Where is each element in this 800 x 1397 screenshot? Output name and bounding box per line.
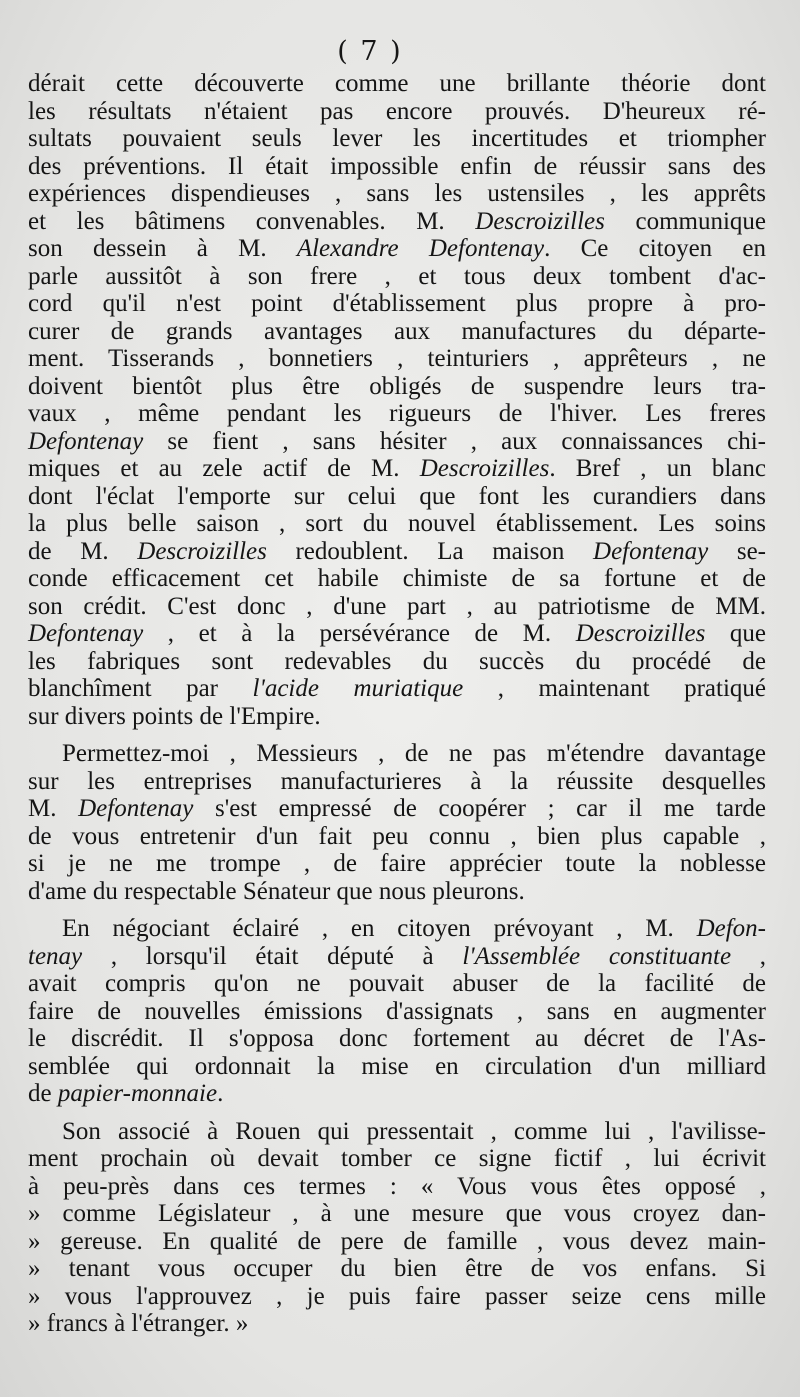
text-segment: Son associé à Rouen qui pressentait , comme lui , l'avilisse-	[62, 1117, 766, 1145]
page-number: ( 7 )	[337, 36, 403, 67]
italic-text: Alexandre Defontenay	[296, 235, 545, 262]
text-segment: » vous l'approuvez , je puis faire passer seize cens mille	[28, 1282, 766, 1310]
text-line	[28, 373, 766, 401]
text-line	[28, 768, 766, 796]
text-line	[28, 153, 766, 181]
text-line	[28, 180, 766, 208]
text-segment: miques et au zele actif de M.	[28, 455, 420, 482]
text-line	[28, 538, 766, 566]
text-line	[28, 648, 766, 676]
text-line	[28, 1283, 766, 1311]
text-line	[28, 1255, 766, 1283]
text-line	[28, 593, 766, 621]
text-line	[28, 675, 766, 703]
text-segment: , maintenant pratiqué	[463, 675, 766, 702]
text-segment: . Ce citoyen en	[544, 235, 767, 262]
text-segment: de	[28, 1080, 58, 1107]
italic-text: Defontenay	[593, 537, 709, 565]
text-segment: la plus belle saison , sort du nouvel établissement. Les soins	[28, 510, 766, 537]
text-segment: » gereuse. En qualité de pere de famille , vous devez main-	[28, 1227, 766, 1255]
text-segment: dont l'éclat l'emporte sur celui que font les curandiers dans	[28, 482, 766, 510]
text-segment: le discrédit. Il s'opposa donc fortement au décret de l'As-	[28, 1025, 766, 1052]
italic-text: Descroizilles	[575, 620, 706, 647]
text-segment: doivent bientôt plus être obligés de suspendre leurs tra-	[28, 372, 766, 400]
text-line	[28, 998, 766, 1026]
text-line	[28, 915, 766, 943]
text-segment: En négociant éclairé , en citoyen prévoyant , M.	[62, 915, 697, 942]
italic-text: Defontenay	[28, 427, 144, 455]
text-line	[28, 345, 766, 373]
text-segment: . Bref , un blanc	[549, 455, 767, 482]
text-line	[28, 263, 766, 291]
italic-text: Defontenay	[78, 795, 194, 822]
text-line	[28, 1118, 766, 1146]
italic-text: papier-monnaie	[57, 1080, 218, 1107]
text-segment: faire de nouvelles émissions d'assignats , sans en augmenter	[28, 997, 766, 1025]
text-line	[28, 740, 766, 768]
text-segment: son crédit. C'est donc , d'une part , au patriotisme de MM.	[28, 592, 766, 620]
text-segment: » tenant vous occuper du bien être de vos enfans. Si	[28, 1255, 766, 1282]
text-segment: des préventions. Il était impossible enfin de réussir sans des	[28, 152, 766, 180]
text-line	[28, 1200, 766, 1228]
body-text	[28, 70, 766, 1338]
text-segment: M.	[28, 795, 79, 822]
text-line	[28, 1173, 766, 1201]
text-segment: se-	[708, 537, 766, 565]
italic-text: Defontenay	[28, 620, 144, 647]
text-segment: » francs à l'étranger. »	[28, 1310, 249, 1337]
text-segment: avait compris qu'on ne pouvait abuser de la facilité de	[28, 970, 766, 997]
text-segment: » comme Législateur , à une mesure que vous croyez dan-	[28, 1200, 766, 1227]
text-line	[28, 208, 766, 236]
text-line	[28, 1310, 766, 1338]
text-segment: sur les entreprises manufacturieres à la réussite desquelles	[28, 767, 766, 795]
text-segment: si je ne me trompe , de faire apprécier toute la noblesse	[28, 850, 766, 877]
text-segment: , et à la persévérance de M.	[143, 620, 576, 647]
text-line	[28, 235, 766, 263]
paragraph	[28, 915, 766, 1108]
text-line	[28, 850, 766, 878]
text-segment: vaux , même pendant les rigueurs de l'hiver. Les freres	[28, 400, 766, 427]
text-segment: communique	[604, 207, 766, 235]
text-line	[28, 823, 766, 851]
text-line	[28, 125, 766, 153]
text-segment: sultats pouvaient seuls lever les incertitudes et triompher	[28, 125, 766, 152]
text-segment: cord qu'il n'est point d'établissement plus propre à pro-	[28, 290, 766, 317]
text-line	[28, 795, 766, 823]
text-segment: , lorsqu'il était député à	[82, 942, 463, 970]
paragraph	[28, 740, 766, 905]
text-line	[28, 318, 766, 346]
text-line	[28, 943, 766, 971]
text-line	[28, 1145, 766, 1173]
text-line	[28, 1080, 766, 1108]
text-line	[28, 510, 766, 538]
italic-text: Defon-	[696, 915, 766, 942]
text-line	[28, 1053, 766, 1081]
text-segment: et les bâtimens convenables. M.	[28, 207, 476, 235]
italic-text: l'acide muriatique	[252, 675, 464, 702]
paragraph	[28, 70, 766, 730]
text-segment: se fient , sans hésiter , aux connaissances chi-	[143, 427, 766, 455]
text-line	[28, 703, 766, 731]
text-line	[28, 878, 766, 906]
italic-text: Descroizilles	[137, 537, 267, 565]
text-segment: parle aussitôt à son frere , et tous deux tombent d'ac-	[28, 262, 766, 290]
text-segment: à peu-près dans ces termes : « Vous vous êtes opposé ,	[28, 1172, 766, 1200]
text-line	[28, 70, 766, 98]
text-segment: expériences dispendieuses , sans les ustensiles , les apprêts	[28, 180, 766, 207]
text-segment: sur divers points de l'Empire.	[28, 702, 321, 730]
text-line	[28, 565, 766, 593]
text-line	[28, 98, 766, 126]
text-segment: ,	[731, 942, 767, 970]
italic-text: tenay	[28, 942, 83, 970]
text-line	[28, 970, 766, 998]
text-segment: Permettez-moi , Messieurs , de ne pas m'étendre davantage	[62, 740, 766, 767]
text-segment: dérait cette découverte comme une brillante théorie dont	[28, 70, 766, 97]
text-line	[28, 1025, 766, 1053]
text-line	[28, 400, 766, 428]
text-segment: que	[705, 620, 766, 647]
text-line	[28, 290, 766, 318]
paragraph	[28, 1118, 766, 1338]
text-segment: conde efficacement cet habile chimiste de sa fortune et de	[28, 565, 766, 592]
text-segment: curer de grands avantages aux manufactures du départe-	[28, 317, 766, 345]
text-segment: s'est empressé de coopérer ; car il me tarde	[193, 795, 767, 822]
text-segment: les résultats n'étaient pas encore prouvés. D'heureux ré-	[28, 97, 766, 125]
text-segment: de M.	[28, 537, 138, 565]
text-line	[28, 620, 766, 648]
text-segment: redoublent. La maison	[266, 537, 594, 565]
italic-text: Descroizilles	[475, 207, 605, 235]
italic-text: Descroizilles	[419, 455, 550, 482]
text-segment: ment. Tisserands , bonnetiers , teinturiers , apprêteurs , ne	[28, 345, 766, 372]
text-segment: .	[217, 1080, 224, 1107]
text-line	[28, 1228, 766, 1256]
text-segment: ment prochain où devait tomber ce signe fictif , lui écrivit	[28, 1145, 766, 1172]
text-segment: semblée qui ordonnait la mise en circulation d'un milliard	[28, 1052, 766, 1080]
text-line	[28, 483, 766, 511]
text-segment: blanchîment par	[28, 675, 253, 702]
text-segment: son dessein à M.	[28, 235, 297, 262]
text-line	[28, 455, 766, 483]
text-segment: de vous entretenir d'un fait peu connu , bien plus capable ,	[28, 822, 766, 850]
italic-text: l'Assemblée constituante	[462, 942, 732, 970]
text-segment: les fabriques sont redevables du succès du procédé de	[28, 647, 766, 675]
text-line	[28, 428, 766, 456]
text-segment: d'ame du respectable Sénateur que nous pleurons.	[28, 877, 525, 905]
